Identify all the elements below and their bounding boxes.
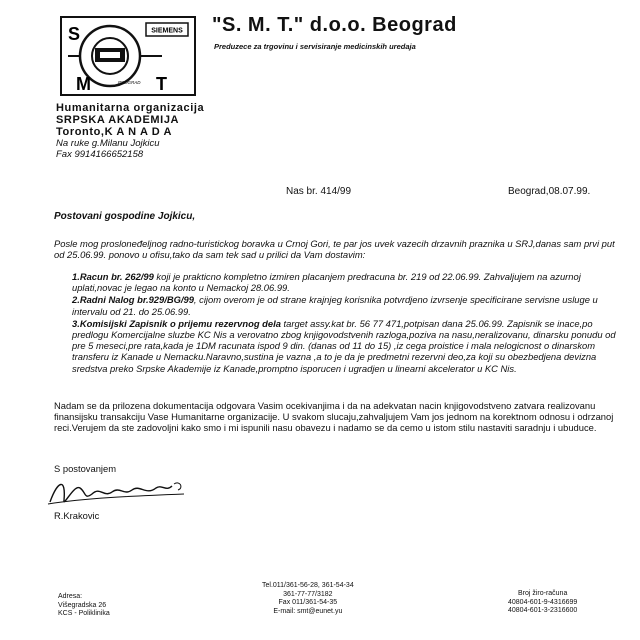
letter-date: Beograd,08.07.99. <box>508 186 591 197</box>
account-label: Broj žiro-računa <box>517 590 568 597</box>
item-text: koji je prakticno kompletno izmiren placanjem predracuna br. 219 od 22.06.99. Zahvaljujem na azurnoj uplati,novac je legao na konto u Nemackoj 28.06.99. <box>72 271 581 294</box>
item-title: 3.Komisijski Zapisnik o prijemu rezervnog dela <box>72 317 281 329</box>
closing-paragraph: Nadam se da prilozena dokumentacija odgovara Vasim ocekivanjima i da na adekvatan nacin knjigovodstveno zatvara realizovanu finansijsku transakciju Vase Humanitarne organizacije. U svakom slucaju,zahvaljujem Vam jos jednom na korektnom odnosu i odrzanoj reci.Verujem da ste zadovoljni kako smo i mi ispunili nasu obavezu i nadamo se da cemo u istom stilu nastaviti saradnju i ubuduce. <box>54 400 614 434</box>
fax-line: Fax 011/361-54-35 <box>278 599 338 607</box>
recipient-location: Toronto,K A N A D A <box>56 126 173 138</box>
intro-paragraph: Posle mog prosloneđeljnog radno-turistickog boravka u Crnoj Gori, te par jos uvek vazecih drzavnih praznika u SRJ,danas sam prvi put od 25.06.99. ponovo u ofisu,tako da sam tek sad u prilici da Vam dostavim: <box>54 238 615 261</box>
list-item <box>72 294 627 316</box>
item-title: 1.Racun br. 262/99 <box>72 271 154 282</box>
recipient-org-name: SRPSKA AKADEMIJA <box>56 114 180 126</box>
handwritten-signature <box>44 474 194 510</box>
logo-letter-m: M <box>76 74 91 94</box>
list-item <box>72 271 627 293</box>
recipient-block <box>56 102 204 160</box>
item-text: target assy.kat br. 56 77 471,potpisan dana 25.06.99. Zapisnik se inace,po predlogu Komercijalne sluzbe KC Nis a verovatno zbog knjigovodstvenih razloga,poziva na nasu,neralizovanu, dinarsku ponudu od pre 5 meseci,pre rata,kada je 1DM racunata ispod 9 din. (danas od 11 do 15) ,iz cega proistice i mala nelogicnost o dinarskom transferu iz Kanade u Nemacku.Naravno,sustina je vazna ,a to je da je predmetni rezervni deo,za koji su obezbedjena devizna sredstva preko Srpske Akademije iz Kanade,promptno isporucen i ugradjen u linearni akcelerator u KC Nis. <box>72 317 616 374</box>
logo-city: BEOGRAD <box>118 80 141 85</box>
logo-brand: SIEMENS <box>151 27 183 35</box>
recipient-attention: Na ruke g.Milanu Jojkicu <box>56 138 160 149</box>
email-line: E-mail: smt@eunet.yu <box>273 607 343 615</box>
logo-letter-t: T <box>156 74 167 94</box>
recipient-fax: Fax 9914166652158 <box>56 149 144 160</box>
account-number: 40804-601-9-4316699 <box>508 598 578 606</box>
salutation: S postovanjem <box>54 463 117 474</box>
reference-number: Nas br. 414/99 <box>286 186 352 197</box>
item-text: , cijom overom je od strane krajnjeg korisnika potvrdjeno izvrsenje specificirane servisne usluge u intervalu od 21. do 25.06.99. <box>72 294 598 317</box>
company-name: "S. M. T." d.o.o. Beograd <box>212 14 457 36</box>
item-title: 2.Radni Nalog br.929/BG/99 <box>72 294 194 306</box>
address-street: Višegradska 26 <box>58 601 107 609</box>
enclosure-list <box>72 271 627 375</box>
phone-line: Tel.011/361-56-28, 361-54-34 <box>262 582 354 589</box>
phone-extension: 361-77-77/3182 <box>283 590 333 598</box>
company-logo <box>60 16 196 96</box>
signer-name: R.Krakovic <box>54 510 100 521</box>
address-label: Adresa: <box>58 593 83 600</box>
footer-contact <box>262 582 354 616</box>
smt-logo-graphic <box>62 18 194 94</box>
account-number: 40804-601-3-2316600 <box>508 607 578 615</box>
recipient-org-type: Humanitarna organizacija <box>56 102 205 114</box>
footer-account <box>508 590 577 616</box>
list-item <box>72 318 627 374</box>
footer-address <box>58 593 110 619</box>
company-tagline: Preduzece za trgovinu i servisiranje medicinskih uredaja <box>214 42 416 51</box>
logo-letter-s: S <box>68 24 81 44</box>
address-area: KCS - Poliklinika <box>58 610 110 618</box>
greeting: Postovani gospodine Jojkicu, <box>54 211 196 222</box>
